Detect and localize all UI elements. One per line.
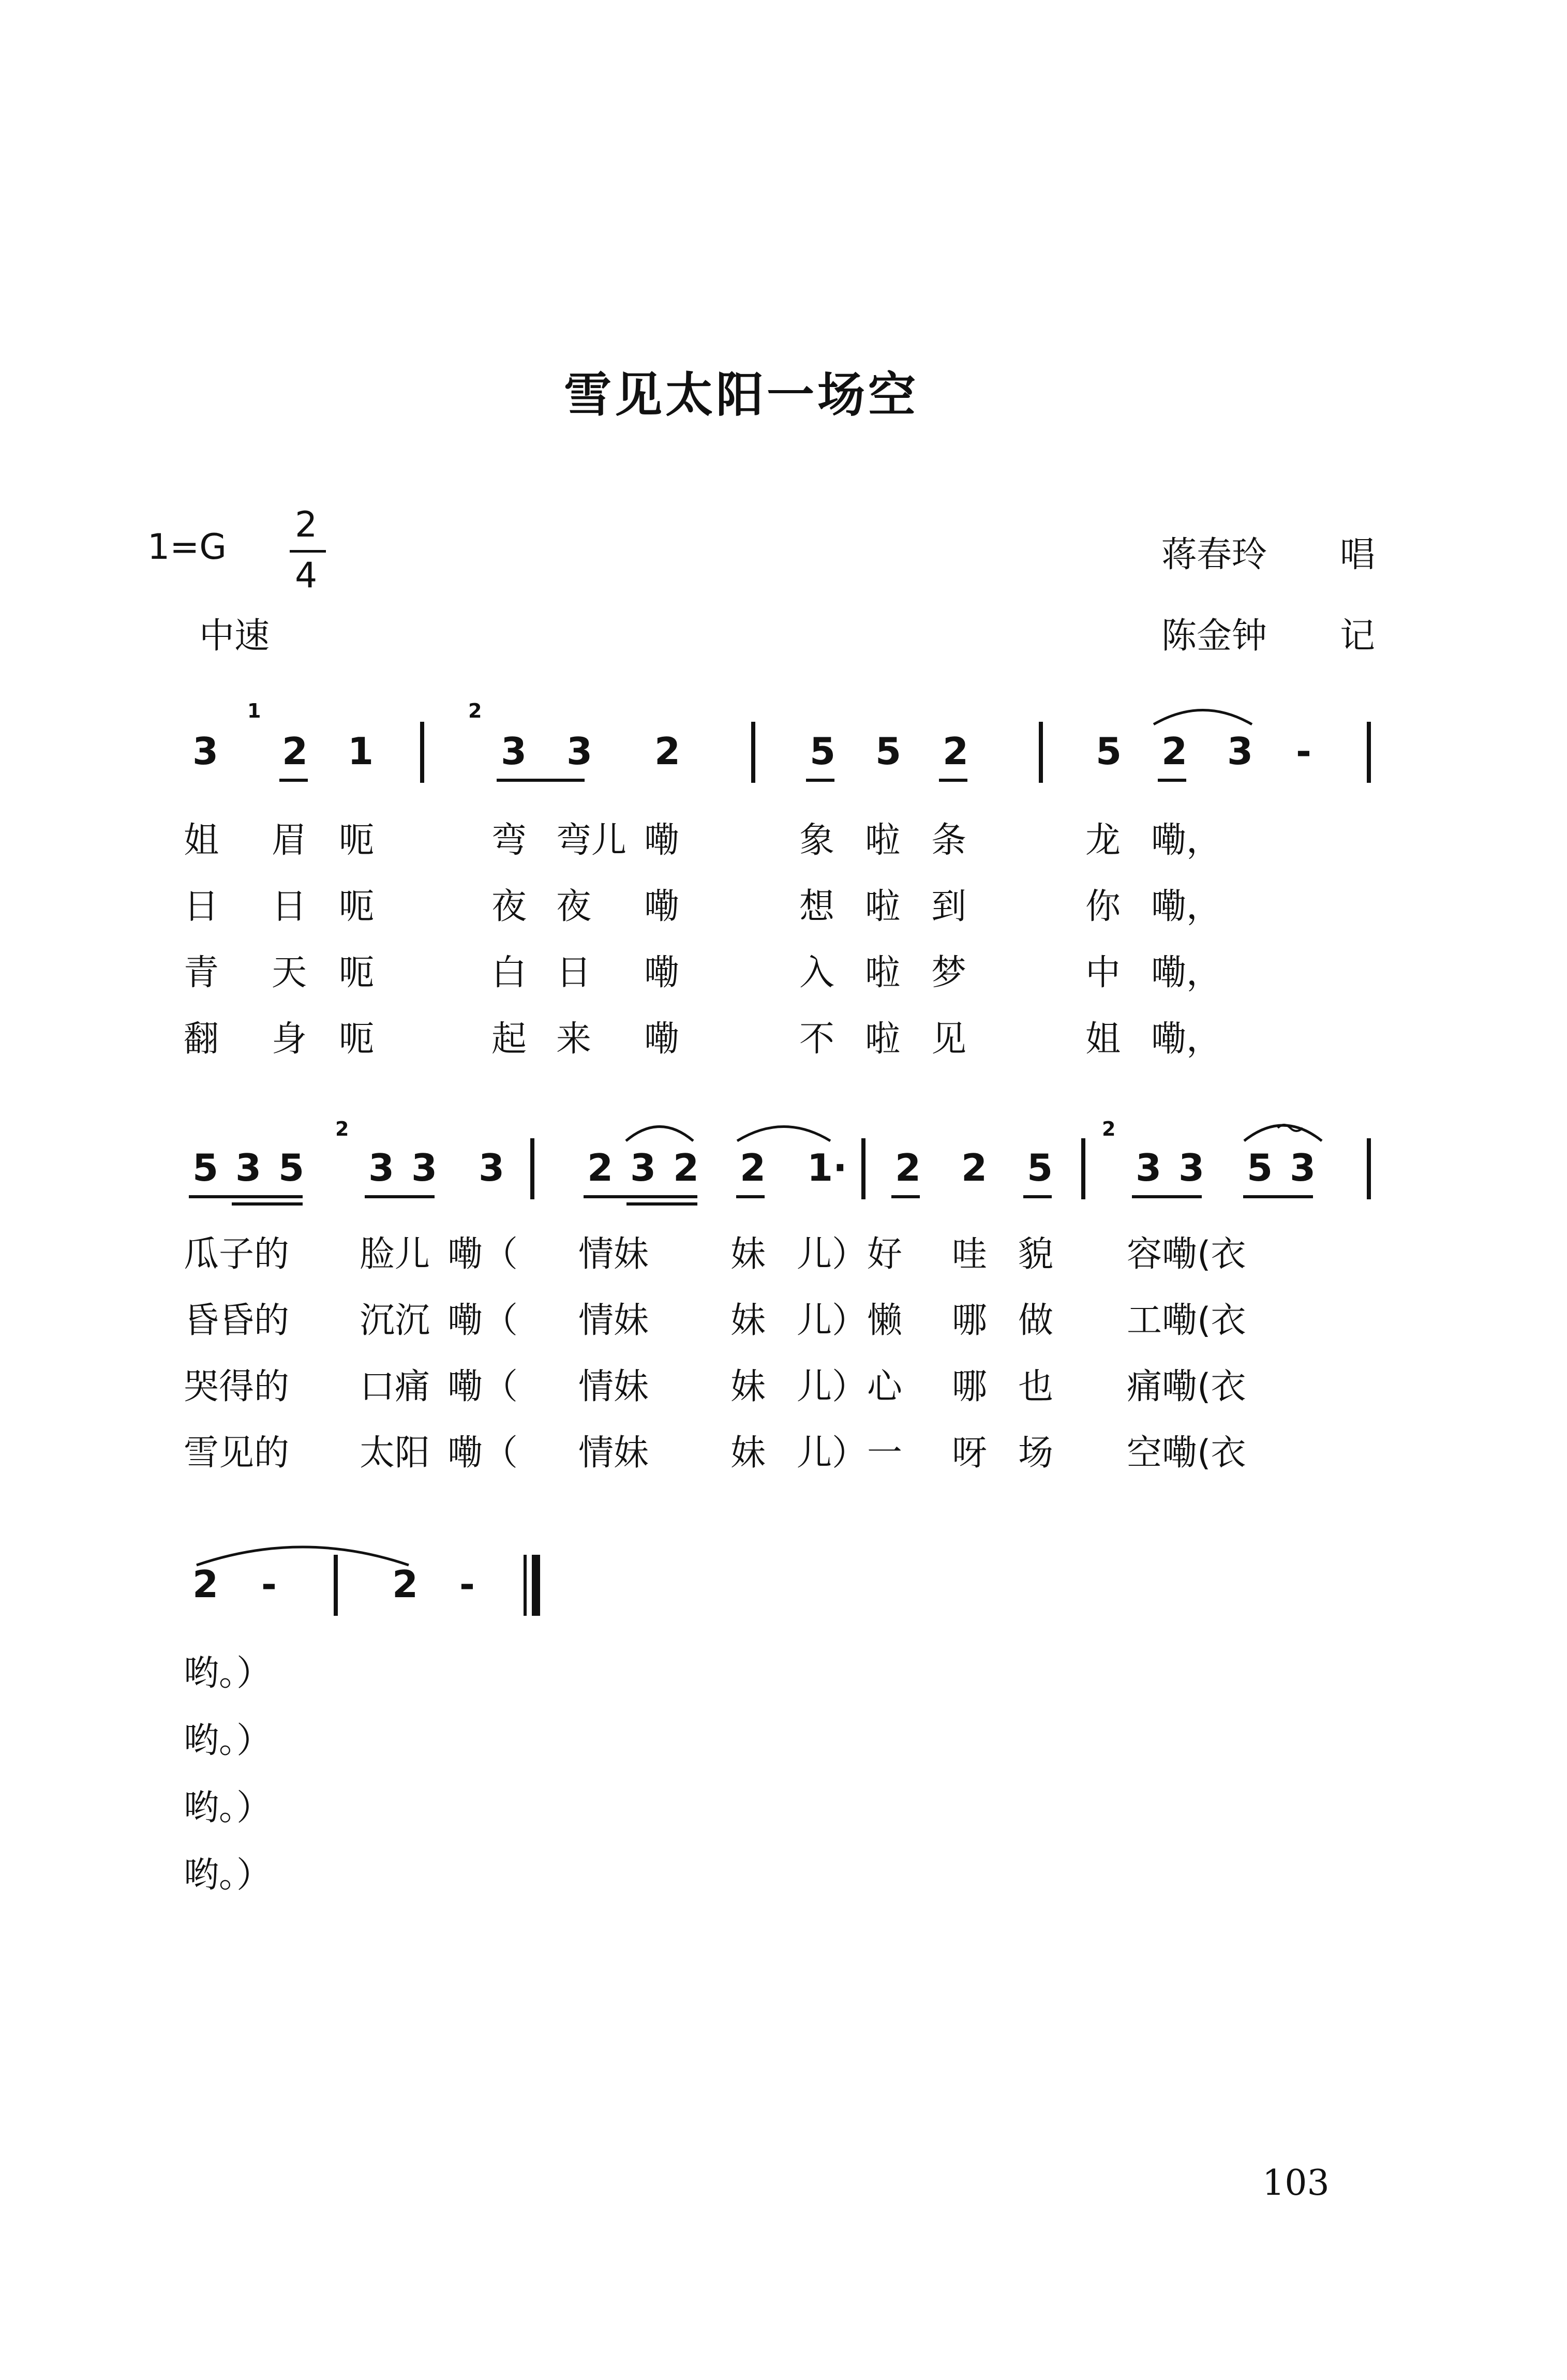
lyric: 眉: [272, 820, 307, 861]
singer-name: 蒋春玲: [1161, 534, 1267, 575]
lyric: 嘞，: [1151, 1019, 1222, 1060]
lyric: 嘞: [644, 820, 680, 861]
underline: [806, 779, 834, 782]
lyric: 工嘞(衣: [1127, 1300, 1246, 1341]
lyric: 嘞: [644, 1019, 680, 1060]
lyric: 翻: [184, 1019, 219, 1060]
lyric: 啦: [865, 820, 901, 861]
note: 3: [192, 730, 219, 773]
lyric: 呃: [339, 1019, 375, 1060]
underline: [1023, 1195, 1052, 1198]
note: 3: [566, 730, 593, 773]
lyric: 呀: [952, 1433, 988, 1474]
lyric: 嘞（: [447, 1234, 518, 1275]
note: 3: [411, 1146, 438, 1189]
note: 5: [1027, 1146, 1053, 1189]
lyric: 入: [799, 953, 835, 993]
note: 2: [587, 1146, 614, 1189]
lyric: 妹: [730, 1366, 766, 1407]
lyric: 哪: [952, 1300, 988, 1341]
grace-note: 2: [335, 1118, 349, 1140]
lyric: 见: [931, 1019, 967, 1060]
lyric: 日: [556, 953, 592, 993]
lyric: 象: [799, 820, 835, 861]
lyric: 情妹: [578, 1300, 649, 1341]
lyric: 日: [272, 886, 307, 927]
lyric: 哟。）: [184, 1788, 272, 1828]
lyric: 妹: [730, 1300, 766, 1341]
lyric: 雪见的: [184, 1433, 290, 1474]
lyric: 情妹: [578, 1366, 649, 1407]
note: 2: [392, 1563, 419, 1606]
note: 5: [875, 730, 902, 773]
note: 2: [192, 1563, 219, 1606]
lyric: 哪: [952, 1366, 988, 1407]
lyric: 来: [556, 1019, 592, 1060]
note: 2: [895, 1146, 921, 1189]
lyric: 情妹: [578, 1234, 649, 1275]
lyric: 昏昏的: [184, 1300, 290, 1341]
underline: [279, 779, 308, 782]
underline: [1243, 1195, 1313, 1198]
lyric: 啦: [865, 1019, 901, 1060]
note: 3: [479, 1146, 505, 1189]
underline: [736, 1195, 765, 1198]
note: 1·: [807, 1146, 847, 1189]
lyric: 哭得的: [184, 1366, 290, 1407]
recorder-name: 陈金钟: [1161, 616, 1267, 657]
lyric: 也: [1018, 1366, 1054, 1407]
lyric: 瓜子的: [184, 1234, 290, 1275]
underline: [497, 779, 585, 782]
lyric: 白: [491, 953, 527, 993]
key-signature: 1=G: [147, 527, 227, 568]
note: 2: [961, 1146, 988, 1189]
slur-arc: [1242, 1112, 1324, 1143]
grace-note: 2: [468, 700, 482, 722]
note: 2: [654, 730, 681, 773]
lyric: 啦: [865, 953, 901, 993]
lyric: 你: [1085, 886, 1121, 927]
note: 2: [282, 730, 308, 773]
lyric: 天: [272, 953, 307, 993]
bar-line: [861, 1138, 865, 1199]
note: 2: [740, 1146, 766, 1189]
lyric: 哇: [952, 1234, 988, 1275]
lyric: 呃: [339, 953, 375, 993]
note: 5: [1247, 1146, 1273, 1189]
slur-arc: [1151, 701, 1255, 727]
lyric: 梦: [931, 953, 967, 993]
note: 3: [501, 730, 527, 773]
underline: [365, 1195, 435, 1198]
lyric: 哟。）: [184, 1855, 272, 1896]
grace-note: 2: [1102, 1118, 1116, 1140]
lyric: 儿）一: [797, 1433, 903, 1474]
underline: [939, 779, 967, 782]
note: 2: [673, 1146, 699, 1189]
final-bar-thin: [524, 1555, 527, 1616]
bar-line: [1081, 1138, 1085, 1199]
lyric: 儿）好: [797, 1234, 903, 1275]
bar-line: [530, 1138, 534, 1199]
page-title: 雪见太阳一场空: [564, 367, 919, 423]
lyric: 条: [931, 820, 967, 861]
lyric: 嘞: [644, 886, 680, 927]
lyric: 龙: [1085, 820, 1121, 861]
lyric: 嘞（: [447, 1366, 518, 1407]
lyric: 儿）心: [797, 1366, 903, 1407]
rest-dash: -: [1296, 730, 1311, 773]
lyric: 姐: [1085, 1019, 1121, 1060]
underline: [626, 1202, 697, 1206]
underline: [891, 1195, 920, 1198]
lyric: 貌: [1018, 1234, 1054, 1275]
lyric: 哟。）: [184, 1720, 272, 1761]
lyric: 做: [1018, 1300, 1054, 1341]
note: 3: [1290, 1146, 1316, 1189]
underline: [232, 1202, 303, 1206]
lyric: 嘞: [644, 953, 680, 993]
time-signature-bottom: 4: [295, 555, 318, 596]
lyric: 到: [931, 886, 967, 927]
lyric: 夜: [491, 886, 527, 927]
lyric: 呃: [339, 820, 375, 861]
lyric: 姐: [184, 820, 219, 861]
lyric: 嘞，: [1151, 953, 1222, 993]
lyric: 嘞（: [447, 1300, 518, 1341]
note: 2: [943, 730, 969, 773]
note: 3: [1136, 1146, 1162, 1189]
bar-line: [1039, 722, 1043, 783]
lyric: 妹: [730, 1234, 766, 1275]
underline: [189, 1195, 303, 1198]
slur-arc: [735, 1118, 833, 1143]
bar-line: [1367, 722, 1371, 783]
lyric: 想: [799, 886, 835, 927]
slur-arc: [623, 1118, 696, 1143]
lyric: 身: [272, 1019, 307, 1060]
recorder-role: 记: [1340, 616, 1376, 657]
lyric: 痛嘞(衣: [1127, 1366, 1246, 1407]
lyric: 啦: [865, 886, 901, 927]
lyric: 弯: [491, 820, 527, 861]
lyric: 情妹: [578, 1433, 649, 1474]
note: 2: [1161, 730, 1188, 773]
lyric: 中: [1085, 953, 1121, 993]
lyric: 日: [184, 886, 219, 927]
note: 5: [1096, 730, 1122, 773]
note: 5: [278, 1146, 305, 1189]
page-number: 103: [1262, 2163, 1330, 2204]
rest-dash: -: [261, 1563, 277, 1606]
tempo-marking: 中速: [199, 616, 270, 657]
lyric: 妹: [730, 1433, 766, 1474]
note: 3: [368, 1146, 395, 1189]
rest-dash: -: [459, 1563, 475, 1606]
note: 3: [1227, 730, 1253, 773]
lyric: 太阳: [360, 1433, 430, 1474]
note: 5: [810, 730, 836, 773]
lyric: 弯儿: [556, 820, 627, 861]
bar-line: [1367, 1138, 1371, 1199]
lyric: 嘞，: [1151, 820, 1222, 861]
note: 3: [1178, 1146, 1205, 1189]
lyric: 空嘞(衣: [1127, 1433, 1246, 1474]
lyric: 呃: [339, 886, 375, 927]
bar-line: [751, 722, 755, 783]
lyric: 容嘞(衣: [1127, 1234, 1246, 1275]
final-bar-thick: [532, 1555, 540, 1616]
note: 3: [235, 1146, 262, 1189]
lyric: 青: [184, 953, 219, 993]
underline: [1132, 1195, 1202, 1198]
underline: [584, 1195, 697, 1198]
lyric: 嘞（: [447, 1433, 518, 1474]
underline: [1158, 779, 1186, 782]
lyric: 起: [491, 1019, 527, 1060]
grace-note: 1: [247, 700, 261, 722]
lyric: 儿）懒: [797, 1300, 903, 1341]
lyric: 口痛: [360, 1366, 430, 1407]
time-signature-line: [290, 550, 326, 553]
lyric: 哟。）: [184, 1653, 272, 1694]
tie-arc: [194, 1537, 411, 1568]
lyric: 场: [1018, 1433, 1054, 1474]
lyric: 脸儿: [360, 1234, 430, 1275]
singer-role: 唱: [1340, 534, 1376, 575]
lyric: 夜: [556, 886, 592, 927]
time-signature-top: 2: [295, 504, 318, 545]
lyric: 沉沉: [360, 1300, 430, 1341]
bar-line: [420, 722, 424, 783]
lyric: 不: [799, 1019, 835, 1060]
lyric: 嘞，: [1151, 886, 1222, 927]
note: 5: [192, 1146, 219, 1189]
note: 1: [348, 730, 374, 773]
note: 3: [630, 1146, 656, 1189]
